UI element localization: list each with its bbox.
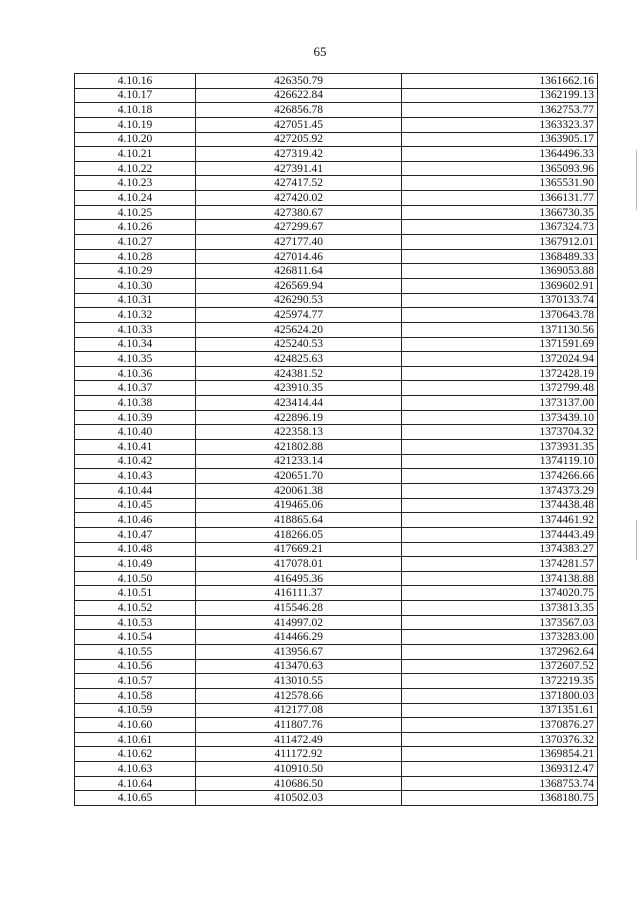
x-coordinate-cell: 427299.67 [196, 220, 402, 235]
table-row [75, 498, 598, 513]
coordinates-table [74, 73, 598, 806]
point-id-cell: 4.10.22 [75, 161, 196, 176]
scan-edge-mark [636, 520, 637, 560]
page-number: 65 [313, 44, 327, 59]
y-coordinate-cell: 1370376.32 [402, 732, 598, 747]
y-coordinate-cell: 1373439.10 [402, 410, 598, 425]
table-row [75, 762, 598, 777]
y-coordinate-cell: 1374383.27 [402, 542, 598, 557]
y-coordinate-cell: 1369602.91 [402, 278, 598, 293]
y-coordinate-cell: 1373567.03 [402, 615, 598, 630]
point-id-cell: 4.10.36 [75, 366, 196, 381]
x-coordinate-cell: 427380.67 [196, 205, 402, 220]
table-row [75, 601, 598, 616]
y-coordinate-cell: 1370876.27 [402, 718, 598, 733]
point-id-cell: 4.10.41 [75, 440, 196, 455]
table-row [75, 381, 598, 396]
x-coordinate-cell: 416111.37 [196, 586, 402, 601]
x-coordinate-cell: 414466.29 [196, 630, 402, 645]
point-id-cell: 4.10.44 [75, 483, 196, 498]
table-row [75, 366, 598, 381]
point-id-cell: 4.10.49 [75, 557, 196, 572]
table-row [75, 527, 598, 542]
point-id-cell: 4.10.50 [75, 571, 196, 586]
table-row [75, 205, 598, 220]
y-coordinate-cell: 1362199.13 [402, 88, 598, 103]
y-coordinate-cell: 1374438.48 [402, 498, 598, 513]
table-row [75, 293, 598, 308]
x-coordinate-cell: 420061.38 [196, 483, 402, 498]
point-id-cell: 4.10.43 [75, 469, 196, 484]
y-coordinate-cell: 1365093.96 [402, 161, 598, 176]
x-coordinate-cell: 413470.63 [196, 659, 402, 674]
x-coordinate-cell: 415546.28 [196, 601, 402, 616]
point-id-cell: 4.10.23 [75, 176, 196, 191]
table-row [75, 688, 598, 703]
point-id-cell: 4.10.38 [75, 396, 196, 411]
point-id-cell: 4.10.59 [75, 703, 196, 718]
point-id-cell: 4.10.32 [75, 308, 196, 323]
x-coordinate-cell: 426856.78 [196, 103, 402, 118]
table-row [75, 88, 598, 103]
x-coordinate-cell: 425974.77 [196, 308, 402, 323]
y-coordinate-cell: 1373704.32 [402, 425, 598, 440]
point-id-cell: 4.10.29 [75, 264, 196, 279]
table-row [75, 132, 598, 147]
table-row [75, 264, 598, 279]
table-row [75, 396, 598, 411]
x-coordinate-cell: 423910.35 [196, 381, 402, 396]
y-coordinate-cell: 1372219.35 [402, 674, 598, 689]
table-row [75, 74, 598, 89]
x-coordinate-cell: 427177.40 [196, 235, 402, 250]
table-row [75, 718, 598, 733]
point-id-cell: 4.10.64 [75, 776, 196, 791]
y-coordinate-cell: 1367912.01 [402, 235, 598, 250]
table-row [75, 644, 598, 659]
x-coordinate-cell: 412578.66 [196, 688, 402, 703]
point-id-cell: 4.10.42 [75, 454, 196, 469]
y-coordinate-cell: 1372962.64 [402, 644, 598, 659]
table-row [75, 659, 598, 674]
y-coordinate-cell: 1374119.10 [402, 454, 598, 469]
point-id-cell: 4.10.65 [75, 791, 196, 806]
point-id-cell: 4.10.61 [75, 732, 196, 747]
table-row [75, 513, 598, 528]
coordinates-table-body [75, 74, 598, 806]
table-row [75, 791, 598, 806]
x-coordinate-cell: 425624.20 [196, 322, 402, 337]
x-coordinate-cell: 421233.14 [196, 454, 402, 469]
table-row [75, 322, 598, 337]
y-coordinate-cell: 1373283.00 [402, 630, 598, 645]
x-coordinate-cell: 427205.92 [196, 132, 402, 147]
y-coordinate-cell: 1374281.57 [402, 557, 598, 572]
y-coordinate-cell: 1367324.73 [402, 220, 598, 235]
table-row [75, 586, 598, 601]
table-row [75, 249, 598, 264]
point-id-cell: 4.10.20 [75, 132, 196, 147]
y-coordinate-cell: 1370133.74 [402, 293, 598, 308]
y-coordinate-cell: 1368489.33 [402, 249, 598, 264]
table-row [75, 161, 598, 176]
point-id-cell: 4.10.56 [75, 659, 196, 674]
x-coordinate-cell: 417669.21 [196, 542, 402, 557]
table-row [75, 220, 598, 235]
y-coordinate-cell: 1363905.17 [402, 132, 598, 147]
point-id-cell: 4.10.60 [75, 718, 196, 733]
y-coordinate-cell: 1374266.66 [402, 469, 598, 484]
x-coordinate-cell: 410502.03 [196, 791, 402, 806]
point-id-cell: 4.10.31 [75, 293, 196, 308]
table-row [75, 542, 598, 557]
y-coordinate-cell: 1372799.48 [402, 381, 598, 396]
table-row [75, 235, 598, 250]
y-coordinate-cell: 1363323.37 [402, 117, 598, 132]
x-coordinate-cell: 414997.02 [196, 615, 402, 630]
y-coordinate-cell: 1373813.35 [402, 601, 598, 616]
point-id-cell: 4.10.34 [75, 337, 196, 352]
x-coordinate-cell: 421802.88 [196, 440, 402, 455]
table-row [75, 425, 598, 440]
point-id-cell: 4.10.53 [75, 615, 196, 630]
x-coordinate-cell: 426622.84 [196, 88, 402, 103]
x-coordinate-cell: 410910.50 [196, 762, 402, 777]
point-id-cell: 4.10.26 [75, 220, 196, 235]
x-coordinate-cell: 410686.50 [196, 776, 402, 791]
x-coordinate-cell: 426569.94 [196, 278, 402, 293]
y-coordinate-cell: 1373931.35 [402, 440, 598, 455]
table-row [75, 410, 598, 425]
table-row [75, 337, 598, 352]
x-coordinate-cell: 413956.67 [196, 644, 402, 659]
x-coordinate-cell: 422358.13 [196, 425, 402, 440]
x-coordinate-cell: 426290.53 [196, 293, 402, 308]
point-id-cell: 4.10.24 [75, 191, 196, 206]
point-id-cell: 4.10.45 [75, 498, 196, 513]
table-row [75, 732, 598, 747]
y-coordinate-cell: 1370643.78 [402, 308, 598, 323]
point-id-cell: 4.10.40 [75, 425, 196, 440]
y-coordinate-cell: 1371130.56 [402, 322, 598, 337]
point-id-cell: 4.10.16 [75, 74, 196, 89]
x-coordinate-cell: 423414.44 [196, 396, 402, 411]
x-coordinate-cell: 424825.63 [196, 352, 402, 367]
table-row [75, 352, 598, 367]
table-row [75, 571, 598, 586]
y-coordinate-cell: 1362753.77 [402, 103, 598, 118]
point-id-cell: 4.10.37 [75, 381, 196, 396]
x-coordinate-cell: 411172.92 [196, 747, 402, 762]
table-row [75, 615, 598, 630]
y-coordinate-cell: 1372428.19 [402, 366, 598, 381]
x-coordinate-cell: 416495.36 [196, 571, 402, 586]
table-row [75, 308, 598, 323]
point-id-cell: 4.10.58 [75, 688, 196, 703]
y-coordinate-cell: 1361662.16 [402, 74, 598, 89]
y-coordinate-cell: 1368753.74 [402, 776, 598, 791]
y-coordinate-cell: 1366730.35 [402, 205, 598, 220]
point-id-cell: 4.10.57 [75, 674, 196, 689]
y-coordinate-cell: 1366131.77 [402, 191, 598, 206]
scan-edge-mark [636, 150, 637, 210]
point-id-cell: 4.10.47 [75, 527, 196, 542]
x-coordinate-cell: 427319.42 [196, 147, 402, 162]
y-coordinate-cell: 1374138.88 [402, 571, 598, 586]
y-coordinate-cell: 1372607.52 [402, 659, 598, 674]
point-id-cell: 4.10.39 [75, 410, 196, 425]
y-coordinate-cell: 1365531.90 [402, 176, 598, 191]
point-id-cell: 4.10.51 [75, 586, 196, 601]
point-id-cell: 4.10.54 [75, 630, 196, 645]
x-coordinate-cell: 424381.52 [196, 366, 402, 381]
x-coordinate-cell: 412177.08 [196, 703, 402, 718]
x-coordinate-cell: 411472.49 [196, 732, 402, 747]
x-coordinate-cell: 411807.76 [196, 718, 402, 733]
y-coordinate-cell: 1374461.92 [402, 513, 598, 528]
table-row [75, 440, 598, 455]
table-row [75, 776, 598, 791]
x-coordinate-cell: 420651.70 [196, 469, 402, 484]
point-id-cell: 4.10.48 [75, 542, 196, 557]
x-coordinate-cell: 418266.05 [196, 527, 402, 542]
x-coordinate-cell: 419465.06 [196, 498, 402, 513]
point-id-cell: 4.10.18 [75, 103, 196, 118]
y-coordinate-cell: 1374443.49 [402, 527, 598, 542]
table-row [75, 191, 598, 206]
y-coordinate-cell: 1371351.61 [402, 703, 598, 718]
table-row [75, 103, 598, 118]
x-coordinate-cell: 427391.41 [196, 161, 402, 176]
point-id-cell: 4.10.19 [75, 117, 196, 132]
point-id-cell: 4.10.30 [75, 278, 196, 293]
table-row [75, 483, 598, 498]
x-coordinate-cell: 425240.53 [196, 337, 402, 352]
x-coordinate-cell: 426811.64 [196, 264, 402, 279]
table-row [75, 469, 598, 484]
y-coordinate-cell: 1373137.00 [402, 396, 598, 411]
table-row [75, 557, 598, 572]
x-coordinate-cell: 427014.46 [196, 249, 402, 264]
y-coordinate-cell: 1369854.21 [402, 747, 598, 762]
x-coordinate-cell: 427051.45 [196, 117, 402, 132]
point-id-cell: 4.10.55 [75, 644, 196, 659]
point-id-cell: 4.10.27 [75, 235, 196, 250]
table-row [75, 454, 598, 469]
table-row [75, 703, 598, 718]
table-row [75, 117, 598, 132]
point-id-cell: 4.10.21 [75, 147, 196, 162]
point-id-cell: 4.10.62 [75, 747, 196, 762]
y-coordinate-cell: 1374020.75 [402, 586, 598, 601]
x-coordinate-cell: 417078.01 [196, 557, 402, 572]
y-coordinate-cell: 1369312.47 [402, 762, 598, 777]
table-row [75, 147, 598, 162]
y-coordinate-cell: 1371591.69 [402, 337, 598, 352]
y-coordinate-cell: 1364496.33 [402, 147, 598, 162]
point-id-cell: 4.10.25 [75, 205, 196, 220]
x-coordinate-cell: 426350.79 [196, 74, 402, 89]
y-coordinate-cell: 1368180.75 [402, 791, 598, 806]
table-row [75, 630, 598, 645]
x-coordinate-cell: 413010.55 [196, 674, 402, 689]
point-id-cell: 4.10.35 [75, 352, 196, 367]
y-coordinate-cell: 1372024.94 [402, 352, 598, 367]
y-coordinate-cell: 1371800.03 [402, 688, 598, 703]
point-id-cell: 4.10.52 [75, 601, 196, 616]
point-id-cell: 4.10.63 [75, 762, 196, 777]
point-id-cell: 4.10.28 [75, 249, 196, 264]
y-coordinate-cell: 1369053.88 [402, 264, 598, 279]
table-row [75, 278, 598, 293]
point-id-cell: 4.10.17 [75, 88, 196, 103]
point-id-cell: 4.10.46 [75, 513, 196, 528]
x-coordinate-cell: 422896.19 [196, 410, 402, 425]
x-coordinate-cell: 427417.52 [196, 176, 402, 191]
point-id-cell: 4.10.33 [75, 322, 196, 337]
table-row [75, 176, 598, 191]
x-coordinate-cell: 427420.02 [196, 191, 402, 206]
y-coordinate-cell: 1374373.29 [402, 483, 598, 498]
table-row [75, 674, 598, 689]
x-coordinate-cell: 418865.64 [196, 513, 402, 528]
table-row [75, 747, 598, 762]
